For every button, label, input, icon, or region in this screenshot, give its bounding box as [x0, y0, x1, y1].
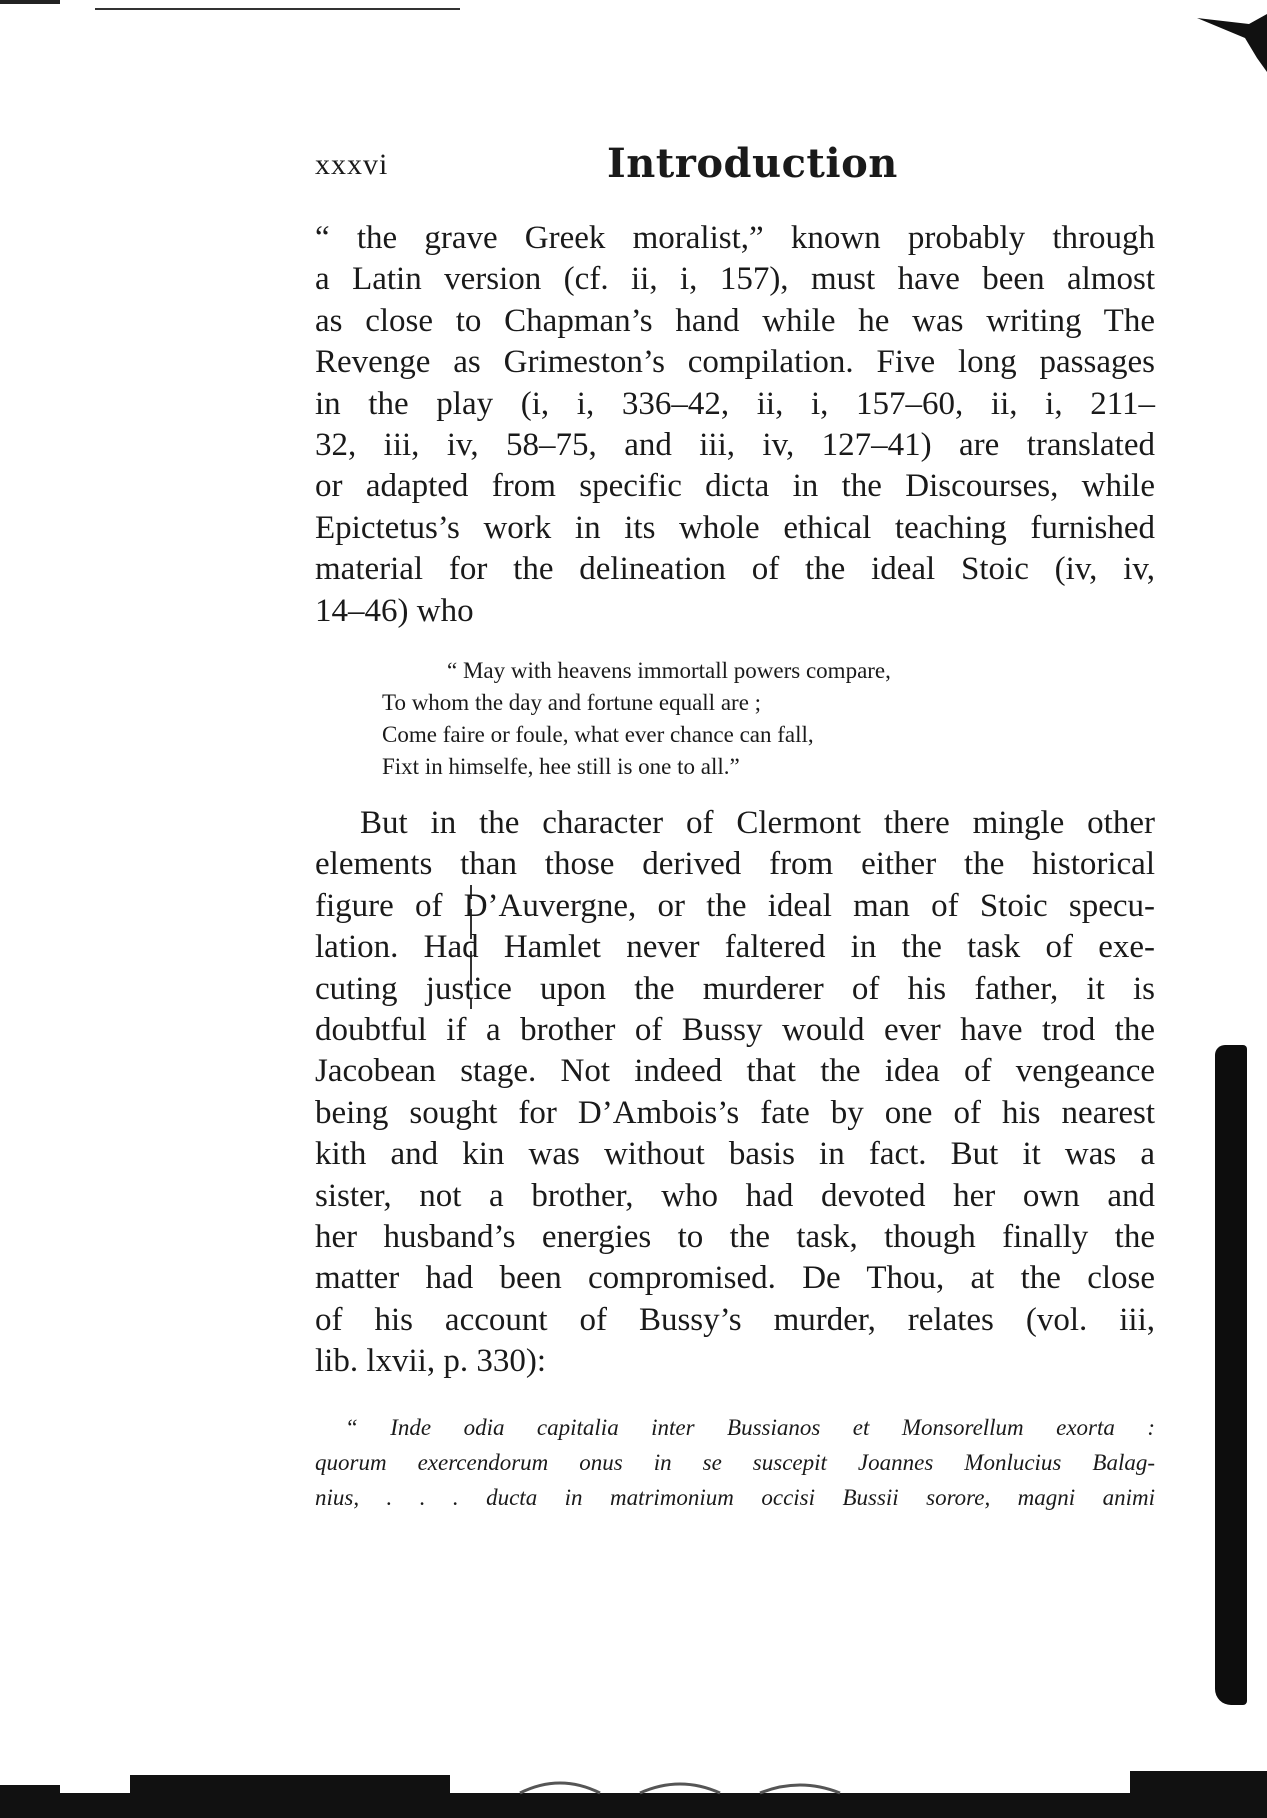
- quote-line: quorum exercendorum onus in se suscepit Joannes Monlucius Balag-: [315, 1450, 1155, 1475]
- text-line: cuting justice upon the murderer of his father, it is: [315, 970, 1155, 1007]
- quote-line: “ Inde odia capitalia inter Bussianos et Monsorellum exorta :: [345, 1415, 1155, 1440]
- text-line: material for the delineation of the ideal Stoic (iv, iv,: [315, 551, 1155, 588]
- text-line: kith and kin was without basis in fact. But it was a: [315, 1136, 1155, 1173]
- text-line: Epictetus’s work in its whole ethical teaching furnished: [315, 509, 1155, 546]
- paragraph-2: [315, 803, 1155, 1382]
- page-number: xxxvi: [315, 148, 389, 181]
- quote-line: nius, . . . ducta in matrimonium occisi Bussii sorore, magni animi: [315, 1485, 1155, 1510]
- page-header: [315, 140, 1155, 200]
- scan-artifact-bottom-edge: [0, 1763, 1267, 1818]
- text-line: lation. Had Hamlet never faltered in the task of exe-: [315, 929, 1155, 966]
- text-line: a Latin version (cf. ii, i, 157), must have been almost: [315, 261, 1155, 298]
- text-line: lib. lxvii, p. 330):: [315, 1343, 546, 1380]
- text-line: matter had been compromised. De Thou, at the close: [315, 1260, 1155, 1297]
- text-line: But in the character of Clermont there mingle other: [360, 805, 1155, 841]
- text-line: elements than those derived from either the historical: [315, 846, 1155, 883]
- verse-line: Fixt in himselfe, hee still is one to all.”: [382, 754, 740, 779]
- text-line: being sought for D’Ambois’s fate by one of his nearest: [315, 1094, 1155, 1131]
- text-line: Revenge as Grimeston’s compilation. Five long passages: [315, 344, 1155, 381]
- running-head: Introduction: [607, 140, 898, 187]
- text-line: “ the grave Greek moralist,” known probably through: [315, 220, 1155, 256]
- verse-line: Come faire or foule, what ever chance can fall,: [382, 722, 814, 747]
- text-line: her husband’s energies to the task, though finally the: [315, 1218, 1155, 1255]
- verse-line: “ May with heavens immortall powers compare,: [447, 658, 891, 683]
- text-line: 32, iii, iv, 58–75, and iii, iv, 127–41) are translated: [315, 426, 1155, 463]
- scan-artifact-right-edge: [1215, 1045, 1247, 1705]
- verse-quotation: [382, 655, 1082, 783]
- text-line: 14–46) who: [315, 592, 474, 629]
- verse-line: To whom the day and fortune equall are ;: [382, 690, 762, 715]
- paragraph-1: [315, 218, 1155, 632]
- latin-quotation: [315, 1410, 1155, 1515]
- text-line: or adapted from specific dicta in the Discourses, while: [315, 468, 1155, 505]
- scan-artifact-top-rule: [95, 8, 460, 10]
- text-line: as close to Chapman’s hand while he was writing The: [315, 302, 1155, 339]
- scan-artifact-page-corner: [1197, 14, 1267, 74]
- text-line: Jacobean stage. Not indeed that the idea of vengeance: [315, 1053, 1155, 1090]
- text-line: of his account of Bussy’s murder, relates (vol. iii,: [315, 1301, 1155, 1338]
- text-line: sister, not a brother, who had devoted her own and: [315, 1177, 1155, 1214]
- text-line: figure of D’Auvergne, or the ideal man of Stoic specu-: [315, 887, 1155, 924]
- scan-artifact-corner: [0, 0, 60, 4]
- text-line: doubtful if a brother of Bussy would ever have trod the: [315, 1011, 1155, 1048]
- text-line: in the play (i, i, 336–42, ii, i, 157–60, ii, i, 211–: [315, 385, 1155, 422]
